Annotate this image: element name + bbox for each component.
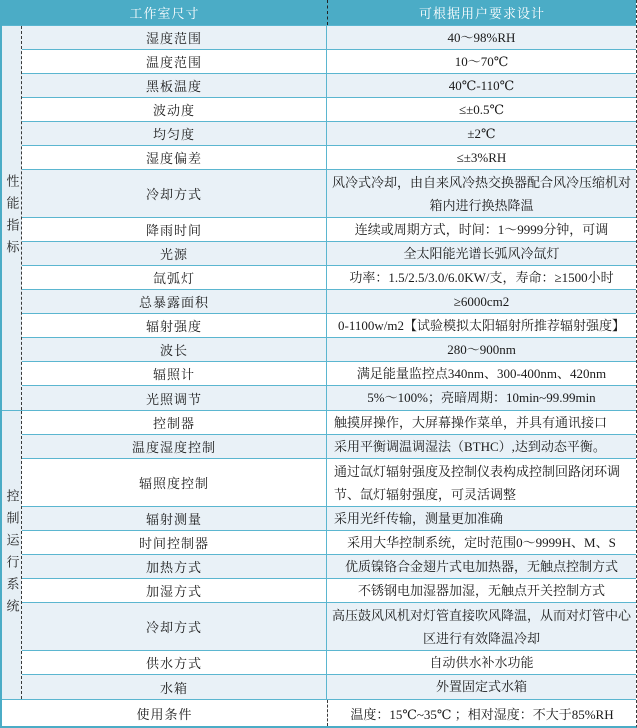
spec-value-cell: ≤±0.5℃ <box>458 101 505 117</box>
spec-row <box>22 362 636 386</box>
spec-label-cell: 光源 <box>22 242 327 265</box>
spec-row <box>22 122 636 146</box>
spec-value-cell: ≤±3%RH <box>456 149 507 165</box>
spec-value-cell: 通过氙灯辐射强度及控制仪表构成控制回路闭环调节、氙灯辐射强度，可灵活调整 <box>334 463 621 502</box>
footer-label: 使用条件 <box>2 700 328 726</box>
spec-label-cell: 辐照计 <box>22 362 327 385</box>
spec-label-cell: 总暴露面积 <box>22 290 327 313</box>
spec-value-cell: 0-1100w/m2【试验模拟太阳辐射所推荐辐射强度】 <box>338 317 625 333</box>
spec-value-cell: ±2℃ <box>467 125 496 141</box>
spec-row <box>22 411 636 435</box>
section-category-cell <box>2 26 22 410</box>
spec-row <box>22 266 636 290</box>
spec-value-cell: 40℃-110℃ <box>448 77 515 93</box>
spec-row <box>22 435 636 459</box>
spec-label-cell: 加热方式 <box>22 555 327 578</box>
spec-label-cell: 加湿方式 <box>22 579 327 602</box>
spec-value-cell: 全太阳能光谱长弧风冷氙灯 <box>403 245 560 261</box>
spec-row <box>22 242 636 266</box>
spec-label-cell: 温度范围 <box>22 50 327 73</box>
table-section <box>2 26 636 411</box>
spec-label-cell: 辐射强度 <box>22 314 327 337</box>
spec-label-cell: 冷却方式 <box>22 603 327 650</box>
spec-row <box>22 531 636 555</box>
spec-value-cell: 40～98%RH <box>447 29 516 45</box>
spec-value-cell: 触摸屏操作，大屏幕操作菜单，并具有通讯接口 <box>334 414 608 430</box>
spec-value-cell: 采用平衡调温调湿法（BTHC）,达到动态平衡。 <box>334 438 606 454</box>
spec-label-cell: 供水方式 <box>22 651 327 674</box>
spec-label-cell: 光照调节 <box>22 386 327 410</box>
section-category-label: 性能指标 <box>4 174 20 262</box>
section-rows <box>22 26 636 410</box>
spec-row <box>22 50 636 74</box>
spec-label-cell: 控制器 <box>22 411 327 434</box>
spec-row <box>22 507 636 531</box>
spec-label-cell: 氙弧灯 <box>22 266 327 289</box>
spec-row <box>22 675 636 699</box>
spec-value-cell: 功率：1.5/2.5/3.0/6.0KW/支，寿命：≥1500小时 <box>349 269 614 285</box>
spec-label-cell: 时间控制器 <box>22 531 327 554</box>
spec-row <box>22 651 636 675</box>
section-category-cell <box>2 411 22 699</box>
spec-row <box>22 579 636 603</box>
spec-label-cell: 降雨时间 <box>22 218 327 241</box>
spec-row <box>22 290 636 314</box>
spec-value-cell: 5%～100%；亮暗周期：10min~99.99min <box>367 390 596 405</box>
spec-label-cell: 水箱 <box>22 675 327 699</box>
spec-value-cell: 满足能量监控点340nm、300-400nm、420nm <box>356 365 607 381</box>
spec-value-cell: ≥6000cm2 <box>453 293 510 309</box>
section-category-label: 控制运行系统 <box>4 489 20 621</box>
spec-row <box>22 338 636 362</box>
spec-label-cell: 湿度范围 <box>22 26 327 49</box>
spec-row <box>22 98 636 122</box>
spec-label-cell: 辐照度控制 <box>22 459 327 506</box>
spec-value-cell: 风冷式冷却，由自来风冷热交换器配合风冷压缩机对箱内进行换热降温 <box>331 174 631 213</box>
spec-row <box>22 146 636 170</box>
spec-value-cell: 280～900nm <box>447 341 516 357</box>
spec-label-cell: 均匀度 <box>22 122 327 145</box>
spec-value-cell: 不锈钢电加湿器加湿，无触点开关控制方式 <box>357 582 605 598</box>
spec-label-cell: 波动度 <box>22 98 327 121</box>
header-cell-left: 工作室尺寸 <box>2 0 328 25</box>
spec-value-cell: 外置固定式水箱 <box>435 679 527 694</box>
spec-row <box>22 603 636 651</box>
footer-row <box>2 700 636 726</box>
spec-row <box>22 459 636 507</box>
spec-value-cell: 10～70℃ <box>454 53 509 69</box>
spec-value-cell: 采用大华控制系统，定时范围0～9999H、M、S <box>347 534 616 550</box>
section-rows <box>22 411 636 699</box>
spec-label-cell: 湿度偏差 <box>22 146 327 169</box>
spec-label-cell: 温度湿度控制 <box>22 435 327 458</box>
footer-value: 温度：15℃~35℃ ；相对湿度：不大于85%RH <box>350 706 614 722</box>
spec-label-cell: 黑板温度 <box>22 74 327 97</box>
spec-label-cell: 辐射测量 <box>22 507 327 530</box>
spec-value-cell: 采用光纤传输，测量更加准确 <box>334 510 504 526</box>
table-body <box>2 26 636 700</box>
spec-row <box>22 218 636 242</box>
spec-value-cell: 高压鼓风风机对灯管直接吹风降温，从而对灯管中心区进行有效降温冷却 <box>331 607 631 646</box>
spec-row <box>22 26 636 50</box>
table-section <box>2 411 636 700</box>
spec-value-cell: 优质镍铬合金翅片式电加热器，无触点控制方式 <box>344 558 618 574</box>
spec-row <box>22 170 636 218</box>
spec-label-cell: 冷却方式 <box>22 170 327 217</box>
spec-row <box>22 555 636 579</box>
spec-row <box>22 386 636 410</box>
header-cell-right: 可根据用户要求设计 <box>418 6 545 21</box>
spec-value-cell: 连续或周期方式，时间：1～9999分钟，可调 <box>354 221 609 237</box>
table-header <box>2 0 636 26</box>
spec-value-cell: 自动供水补水功能 <box>429 654 534 670</box>
spec-row <box>22 314 636 338</box>
spec-label-cell: 波长 <box>22 338 327 361</box>
spec-row <box>22 74 636 98</box>
